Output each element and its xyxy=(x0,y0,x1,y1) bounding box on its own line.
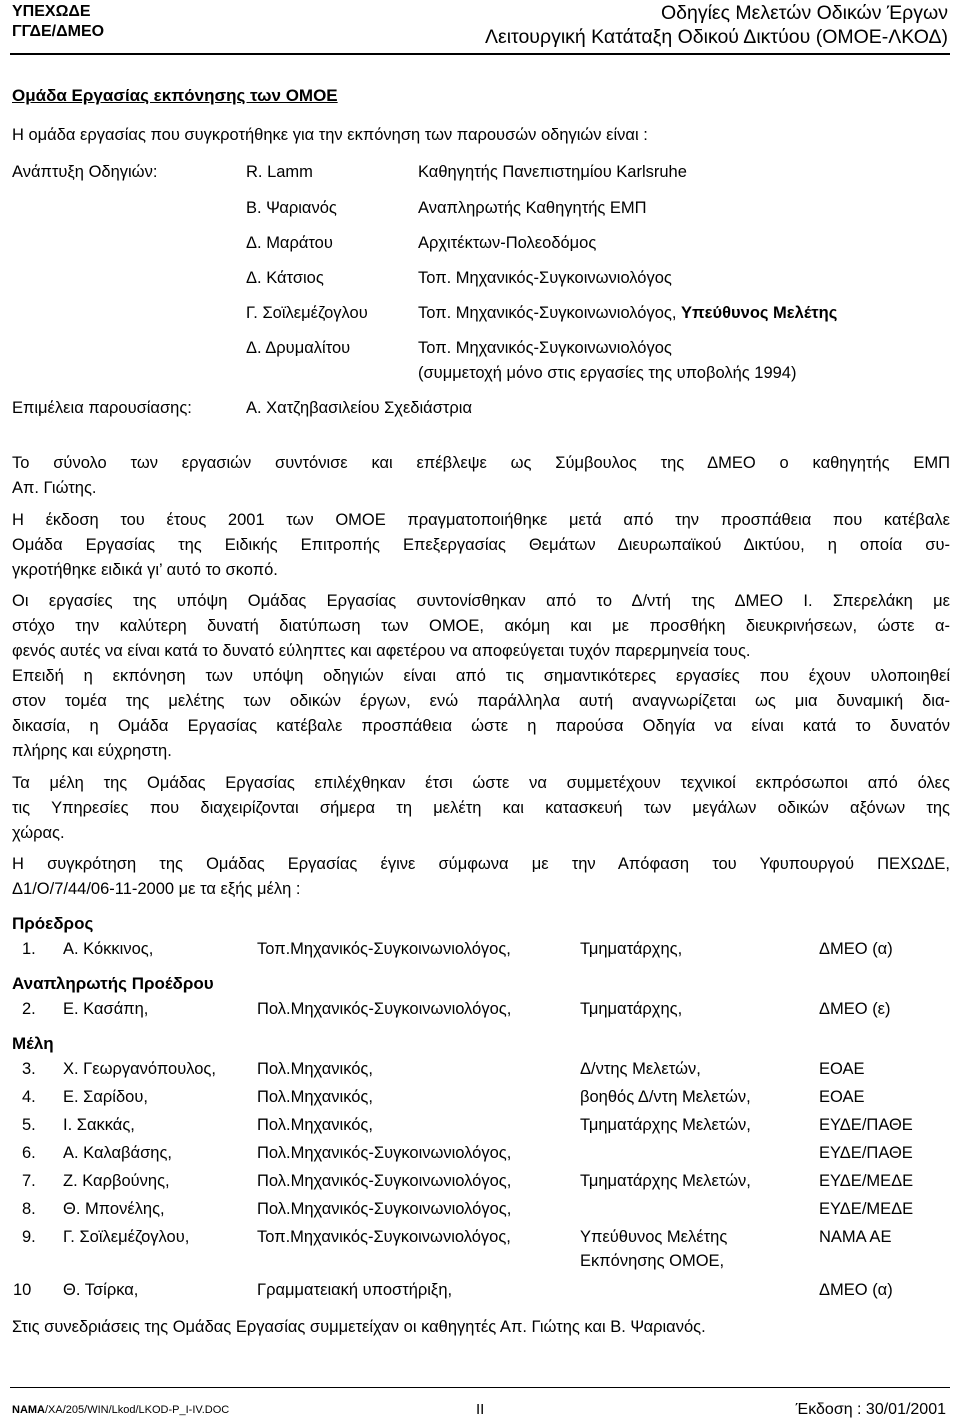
member-organization: ΕΥΔΕ/ΜΕΔΕ xyxy=(819,1172,914,1190)
member-name: Α. Κόκκινος, xyxy=(63,940,154,958)
member-number: 6. xyxy=(22,1144,36,1162)
footer-rule xyxy=(10,1387,950,1388)
member-name: Ε. Σαρίδου, xyxy=(63,1088,148,1106)
paragraph-decision xyxy=(12,852,950,902)
paragraph-line: Η έκδοση του έτους 2001 των ΟΜΟΕ πραγματοποιήθηκε μετά από την προσπάθεια που κατέβαλε xyxy=(12,511,950,529)
member-organization: ΔΜΕΟ (α) xyxy=(819,940,893,958)
member-number: 9. xyxy=(22,1228,36,1246)
header-agency: ΥΠΕΧΩΔΕ xyxy=(12,3,91,20)
paragraph-importance xyxy=(12,664,950,764)
dev-member-role: Τοπ. Μηχανικός-Συγκοινωνιολόγος xyxy=(418,269,672,287)
member-specialty: Τοπ.Μηχανικός-Συγκοινωνιολόγος, xyxy=(257,1228,511,1246)
dev-member-name: Β. Ψαριανός xyxy=(246,199,337,217)
paragraph-line: φενός αυτές να είναι κατά το δυνατό εύληπτες και αφετέρου να αποφεύγεται τυχόν παρερμηνεία τους. xyxy=(12,642,751,660)
section-title: Ομάδα Εργασίας εκπόνησης των ΟΜΟΕ xyxy=(12,86,338,105)
member-position: Δ/ντης Μελετών, xyxy=(580,1060,701,1078)
presentation-value: Α. Χατζηβασιλείου Σχεδιάστρια xyxy=(246,399,472,417)
member-number: 10 xyxy=(13,1281,32,1299)
header-doc-title: Οδηγίες Μελετών Οδικών Έργων xyxy=(660,2,948,24)
dev-member-name: Δ. Κάτσιος xyxy=(246,269,324,287)
dev-member-name: R. Lamm xyxy=(246,163,313,181)
paragraph-line: Απ. Γιώτης. xyxy=(12,479,97,497)
footer-filename-prefix: NAMA xyxy=(12,1404,45,1416)
dev-member-role: Τοπ. Μηχανικός-Συγκοινωνιολόγος xyxy=(418,339,672,357)
member-number: 1. xyxy=(22,940,36,958)
header-doc-subtitle: Λειτουργική Κατάταξη Οδικού Δικτύου (ΟΜΟΕ-ΛΚΟΔ) xyxy=(484,26,948,48)
group-heading: Μέλη xyxy=(12,1034,54,1053)
paragraph-coordination xyxy=(12,451,950,501)
member-organization: ΕΥΔΕ/ΜΕΔΕ xyxy=(819,1200,914,1218)
member-specialty: Τοπ.Μηχανικός-Συγκοινωνιολόγος, xyxy=(257,940,511,958)
member-organization: ΕΥΔΕ/ΠΑΘΕ xyxy=(819,1116,913,1134)
member-specialty: Πολ.Μηχανικός-Συγκοινωνιολόγος, xyxy=(257,1200,512,1218)
paragraph-line: Επειδή η εκπόνηση των υπόψη οδηγιών είναι από τις σημαντικότερες εργασίες που έχουν υλοποιηθεί xyxy=(12,667,950,685)
paragraph-line: Δ1/Ο/7/44/06-11-2000 με τα εξής μέλη : xyxy=(12,880,301,898)
member-specialty: Πολ.Μηχανικός-Συγκοινωνιολόγος, xyxy=(257,1000,512,1018)
member-organization: ΔΜΕΟ (ε) xyxy=(819,1000,891,1018)
footer-edition-date: Έκδοση : 30/01/2001 xyxy=(795,1401,946,1418)
member-specialty: Πολ.Μηχανικός, xyxy=(257,1116,373,1134)
member-name: Α. Καλαβάσης, xyxy=(63,1144,172,1162)
member-position: Τμηματάρχης Μελετών, xyxy=(580,1172,751,1190)
member-organization: ΝΑΜΑ ΑΕ xyxy=(819,1228,892,1246)
paragraph-line: στόχο την καλύτερη δυνατή διατύπωση των ΟΜΟΕ, ακόμη και με προσθήκη διευκρινήσεων, ώστε α- xyxy=(12,617,950,635)
header-directorate: ΓΓΔΕ/ΔΜΕΟ xyxy=(12,23,105,40)
intro-text: Η ομάδα εργασίας που συγκροτήθηκε για την εκπόνηση των παρουσών οδηγιών είναι : xyxy=(12,126,648,144)
paragraph-line: στον τομέα της μελέτης των οδικών έργων, ενώ παράλληλα αυτή αναγνωρίζεται ως μια δυναμική δια- xyxy=(12,692,950,710)
member-number: 4. xyxy=(22,1088,36,1106)
member-specialty: Πολ.Μηχανικός-Συγκοινωνιολόγος, xyxy=(257,1144,512,1162)
footer-filename xyxy=(12,1404,229,1416)
member-number: 7. xyxy=(22,1172,36,1190)
member-position-line2: Εκπόνησης ΟΜΟΕ, xyxy=(580,1252,725,1270)
presentation-label: Επιμέλεια παρουσίασης: xyxy=(12,399,192,417)
footer-filename-path: /XA/205/WIN/Lkod/LKOD-P_I-IV.DOC xyxy=(45,1404,230,1416)
paragraph-line: δικασία, η Ομάδα Εργασίας κατέβαλε προσπάθεια ώστε η παρούσα Οδηγία να είναι κατά το δυνατόν xyxy=(12,717,950,735)
group-heading: Αναπληρωτής Προέδρου xyxy=(12,974,214,993)
paragraph-line: Τα μέλη της Ομάδας Εργασίας επιλέχθηκαν έτσι ώστε να συμμετέχουν τεχνικοί εκπρόσωποι από όλες xyxy=(12,774,950,792)
paragraph-line: τις Υπηρεσίες που διαχειρίζονται σήμερα τη μελέτη και κατασκευή των μεγάλων οδικών αξόνων της xyxy=(12,799,950,817)
member-organization: ΕΟΑΕ xyxy=(819,1088,865,1106)
footer-page-number: II xyxy=(476,1401,485,1418)
dev-member-name: Δ. Μαράτου xyxy=(246,234,333,252)
dev-member-role: Αρχιτέκτων-Πολεοδόμος xyxy=(418,234,597,252)
member-name: Χ. Γεωργανόπουλος, xyxy=(63,1060,216,1078)
header-rule xyxy=(10,53,950,55)
member-number: 3. xyxy=(22,1060,36,1078)
member-organization: ΔΜΕΟ (α) xyxy=(819,1281,893,1299)
member-number: 8. xyxy=(22,1200,36,1218)
member-name: Ζ. Καρβούνης, xyxy=(63,1172,170,1190)
member-organization: ΕΥΔΕ/ΠΑΘΕ xyxy=(819,1144,913,1162)
member-specialty: Πολ.Μηχανικός, xyxy=(257,1088,373,1106)
dev-member-role-text: Τοπ. Μηχανικός-Συγκοινωνιολόγος, xyxy=(418,304,677,322)
dev-member-name: Δ. Δρυμαλίτου xyxy=(246,339,351,357)
paragraph-line: Το σύνολο των εργασιών συντόνισε και επέβλεψε ως Σύμβουλος της ΔΜΕΟ ο καθηγητής ΕΜΠ xyxy=(12,454,950,472)
member-specialty: Πολ.Μηχανικός-Συγκοινωνιολόγος, xyxy=(257,1172,512,1190)
paragraph-line: γκροτήθηκε ειδικά γι’ αυτό το σκοπό. xyxy=(12,561,278,579)
member-position: Τμηματάρχης, xyxy=(580,940,683,958)
member-position: Τμηματάρχης, xyxy=(580,1000,683,1018)
member-specialty: Πολ.Μηχανικός, xyxy=(257,1060,373,1078)
paragraph-line: πλήρης και εύχρηστη. xyxy=(12,742,172,760)
paragraph-members-selection xyxy=(12,771,950,846)
member-name: Ι. Σακκάς, xyxy=(63,1116,135,1134)
member-number: 2. xyxy=(22,1000,36,1018)
paragraph-supervision xyxy=(12,589,950,664)
member-specialty: Γραμματειακή υποστήριξη, xyxy=(257,1281,453,1299)
member-position: βοηθός Δ/ντη Μελετών, xyxy=(580,1088,751,1106)
development-label: Ανάπτυξη Οδηγιών: xyxy=(12,163,158,181)
member-name: Θ. Μπονέλης, xyxy=(63,1200,165,1218)
member-name: Ε. Κασάπη, xyxy=(63,1000,149,1018)
dev-member-role: Καθηγητής Πανεπιστημίου Karlsruhe xyxy=(418,163,687,181)
paragraph-line: Ομάδα Εργασίας της Ειδικής Επιτροπής Επεξεργασίας Θεμάτων Διευρωπαϊκού Δικτύου, η οποία συ- xyxy=(12,536,950,554)
member-organization: ΕΟΑΕ xyxy=(819,1060,865,1078)
dev-member-responsibility: Υπεύθυνος Μελέτης xyxy=(681,304,838,322)
group-heading: Πρόεδρος xyxy=(12,914,94,933)
member-position: Τμηματάρχης Μελετών, xyxy=(580,1116,751,1134)
paragraph-line: Η συγκρότηση της Ομάδας Εργασίας έγινε σύμφωνα με την Απόφαση του Υφυπουργού ΠΕΧΩΔΕ, xyxy=(12,855,950,873)
member-number: 5. xyxy=(22,1116,36,1134)
dev-member-role: Αναπληρωτής Καθηγητής ΕΜΠ xyxy=(418,199,647,217)
member-name: Θ. Τσίρκα, xyxy=(63,1281,139,1299)
dev-member-role xyxy=(418,304,837,323)
member-name: Γ. Σοϊλεμέζογλου, xyxy=(63,1228,190,1246)
paragraph-line: χώρας. xyxy=(12,824,65,842)
paragraph-line: Οι εργασίες της υπόψη Ομάδας Εργασίας συντονίσθηκαν από το Δ/ντή της ΔΜΕΟ Ι. Σπερελάκη με xyxy=(12,592,950,610)
closing-text: Στις συνεδριάσεις της Ομάδας Εργασίας συμμετείχαν οι καθηγητές Απ. Γιώτης και Β. Ψαριανός. xyxy=(12,1318,706,1336)
dev-member-role-note: (συμμετοχή μόνο στις εργασίες της υποβολής 1994) xyxy=(418,364,797,382)
member-position: Υπεύθυνος Μελέτης xyxy=(580,1228,728,1246)
dev-member-name: Γ. Σοϊλεμέζογλου xyxy=(246,304,368,322)
paragraph-edition xyxy=(12,508,950,583)
